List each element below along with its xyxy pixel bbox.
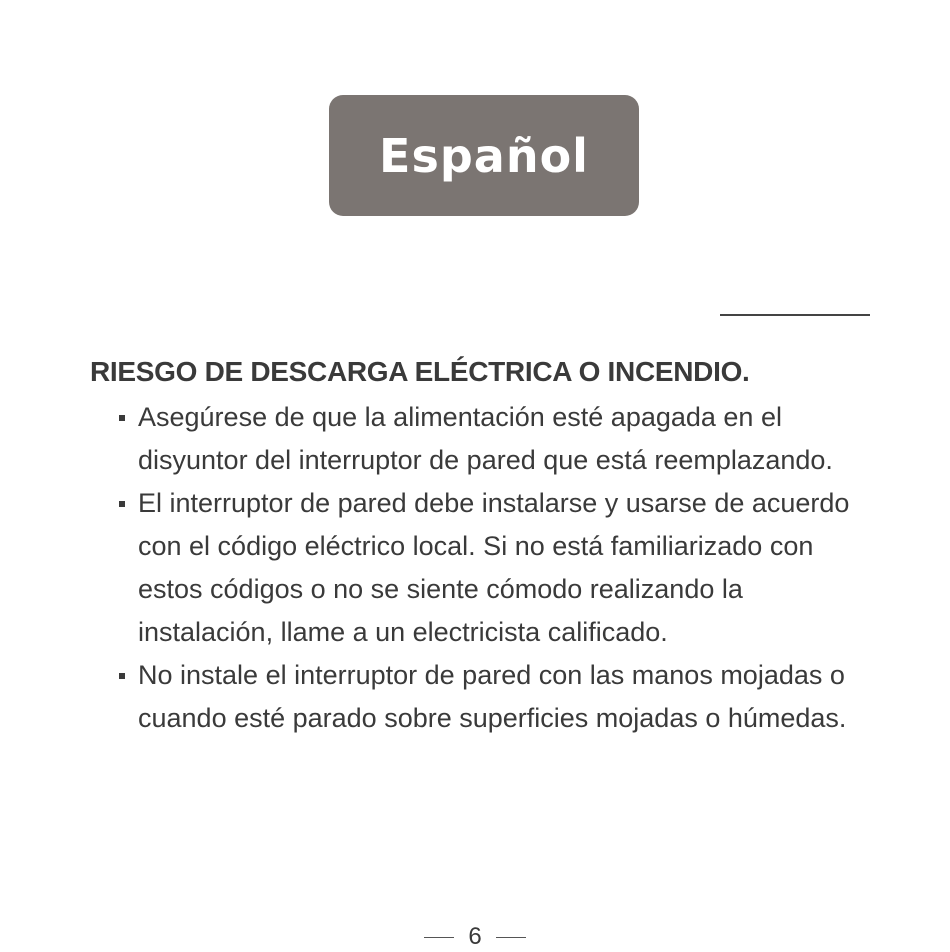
warning-heading: RIESGO DE DESCARGA ELÉCTRICA O INCENDIO. xyxy=(90,356,750,387)
language-badge xyxy=(329,95,639,216)
language-badge-label: Español xyxy=(379,128,589,183)
page-footer xyxy=(0,922,950,952)
warning-item: No instale el interruptor de pared con las manos mojadas o cuando esté parado sobre superficies mojadas o húmedas. xyxy=(118,654,878,740)
warning-item: El interruptor de pared debe instalarse y usarse de acuerdo con el código eléctrico local. Si no está familiarizado con estos códigos o no se siente cómodo realizando la instalación, llame a un electricista calificado. xyxy=(118,482,878,654)
header-rule xyxy=(720,314,870,316)
page-number-left-dash xyxy=(424,937,454,938)
warning-item: Asegúrese de que la alimentación esté apagada en el disyuntor del interruptor de pared que está reemplazando. xyxy=(118,396,878,482)
page-number-right-dash xyxy=(496,937,526,938)
page-number: 6 xyxy=(468,923,482,950)
warning-list xyxy=(118,396,878,740)
